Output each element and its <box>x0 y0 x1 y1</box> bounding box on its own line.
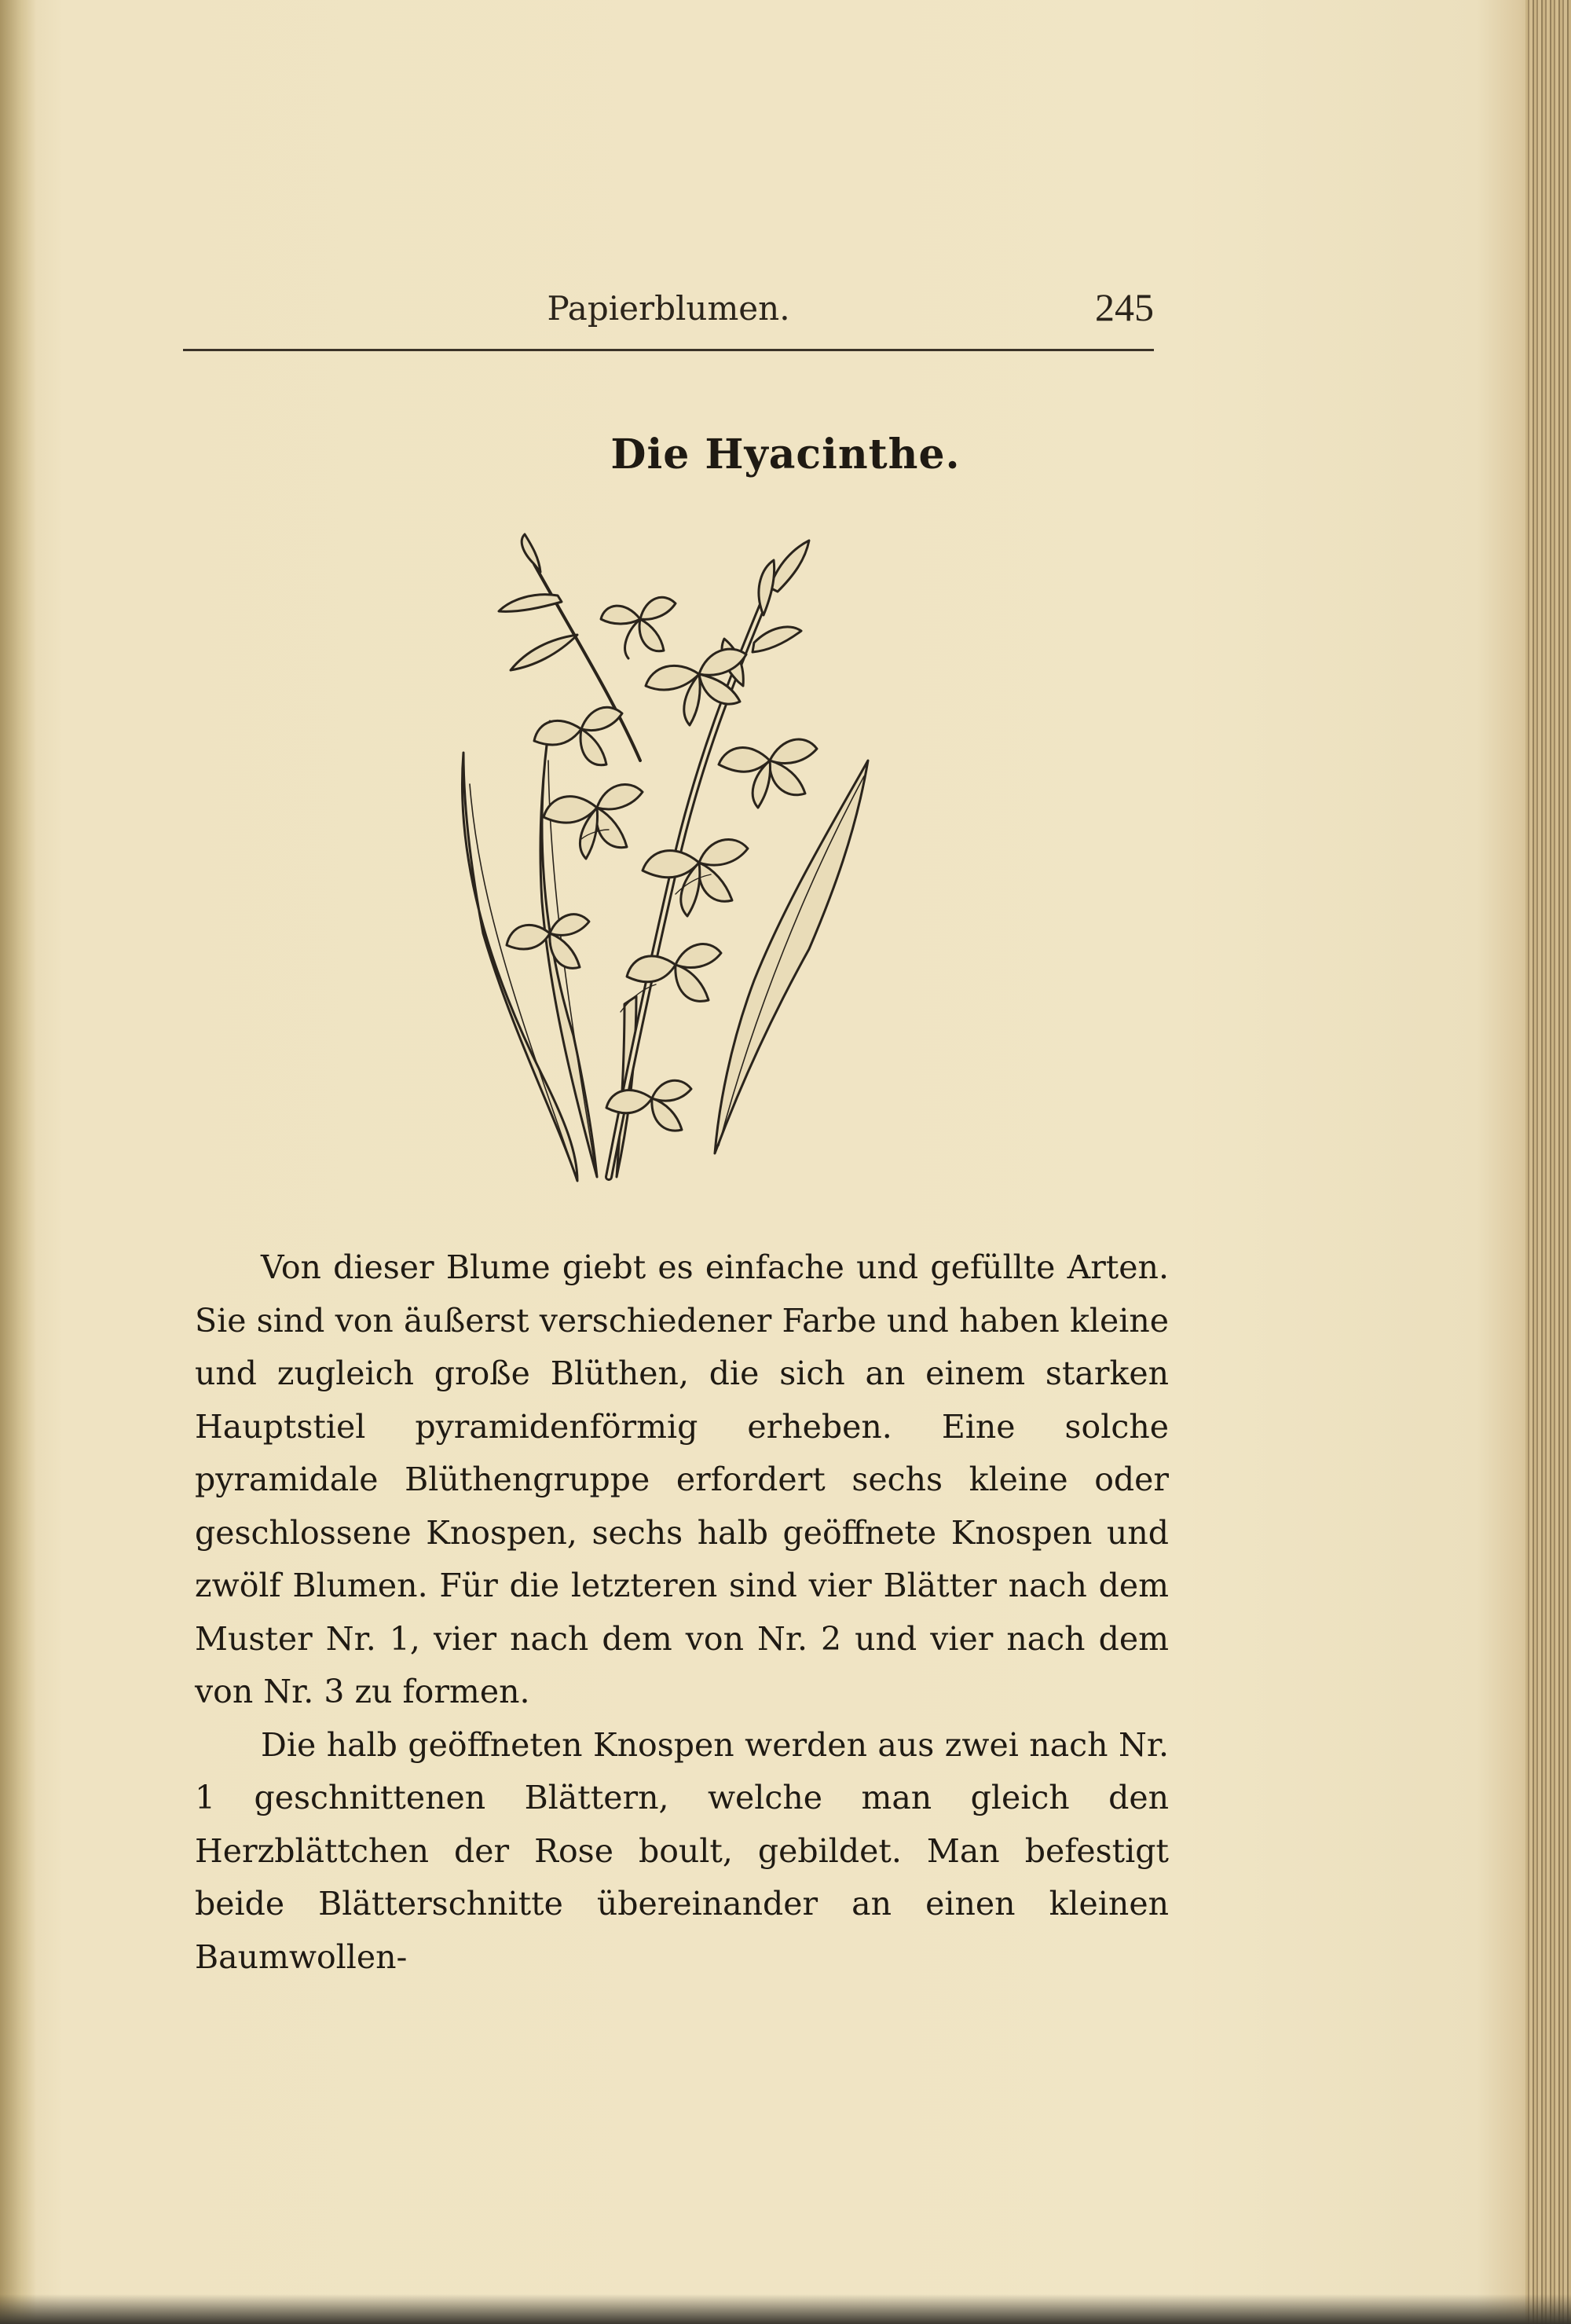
paragraph-2: Die halb geöffneten Knospen werden aus zwei nach Nr. 1 geschnittenen Blättern, welche man gleich den Herzblättchen der Rose boult, gebildet. Man befestigt beide Blätterschnitte übereinander an einen kleinen Baumwollen- <box>195 1725 1169 1976</box>
flower-6 <box>643 839 748 916</box>
hyacinth-illustration <box>440 525 880 1208</box>
page-bottom-shadow <box>0 2294 1571 2324</box>
flower-4 <box>719 739 817 808</box>
running-title: Papierblumen. <box>547 289 790 328</box>
page-header <box>183 281 1154 351</box>
flower-1 <box>601 597 676 658</box>
flower-3 <box>534 707 622 764</box>
page-edge <box>1525 0 1571 2324</box>
section-title: Die Hyacinthe. <box>610 431 961 478</box>
page-number: 245 <box>1095 285 1154 329</box>
flower-5 <box>544 784 643 859</box>
paragraph-1: Von dieser Blume giebt es einfache und gefüllte Arten. Sie sind von äußerst verschiedener Farbe und haben kleine und zugleich große Blüthen, die sich an einem starken Hauptstiel pyramidenförmig erheben. Eine solche pyramidale Blüthengruppe erfordert sechs kleine oder geschlossene Knospen, sechs halb geöffnete Knospen und zwölf Blumen. Für die letzteren sind vier Blätter nach dem Muster Nr. 1, vier nach dem von Nr. 2 und vier nach dem von Nr. 3 zu formen. <box>195 1248 1169 1710</box>
page-gutter <box>0 0 36 2324</box>
body-text <box>195 1241 1169 1984</box>
flower-8 <box>627 944 721 1002</box>
leaf-right <box>715 761 868 1153</box>
hyacinth-drawing <box>440 525 880 1208</box>
